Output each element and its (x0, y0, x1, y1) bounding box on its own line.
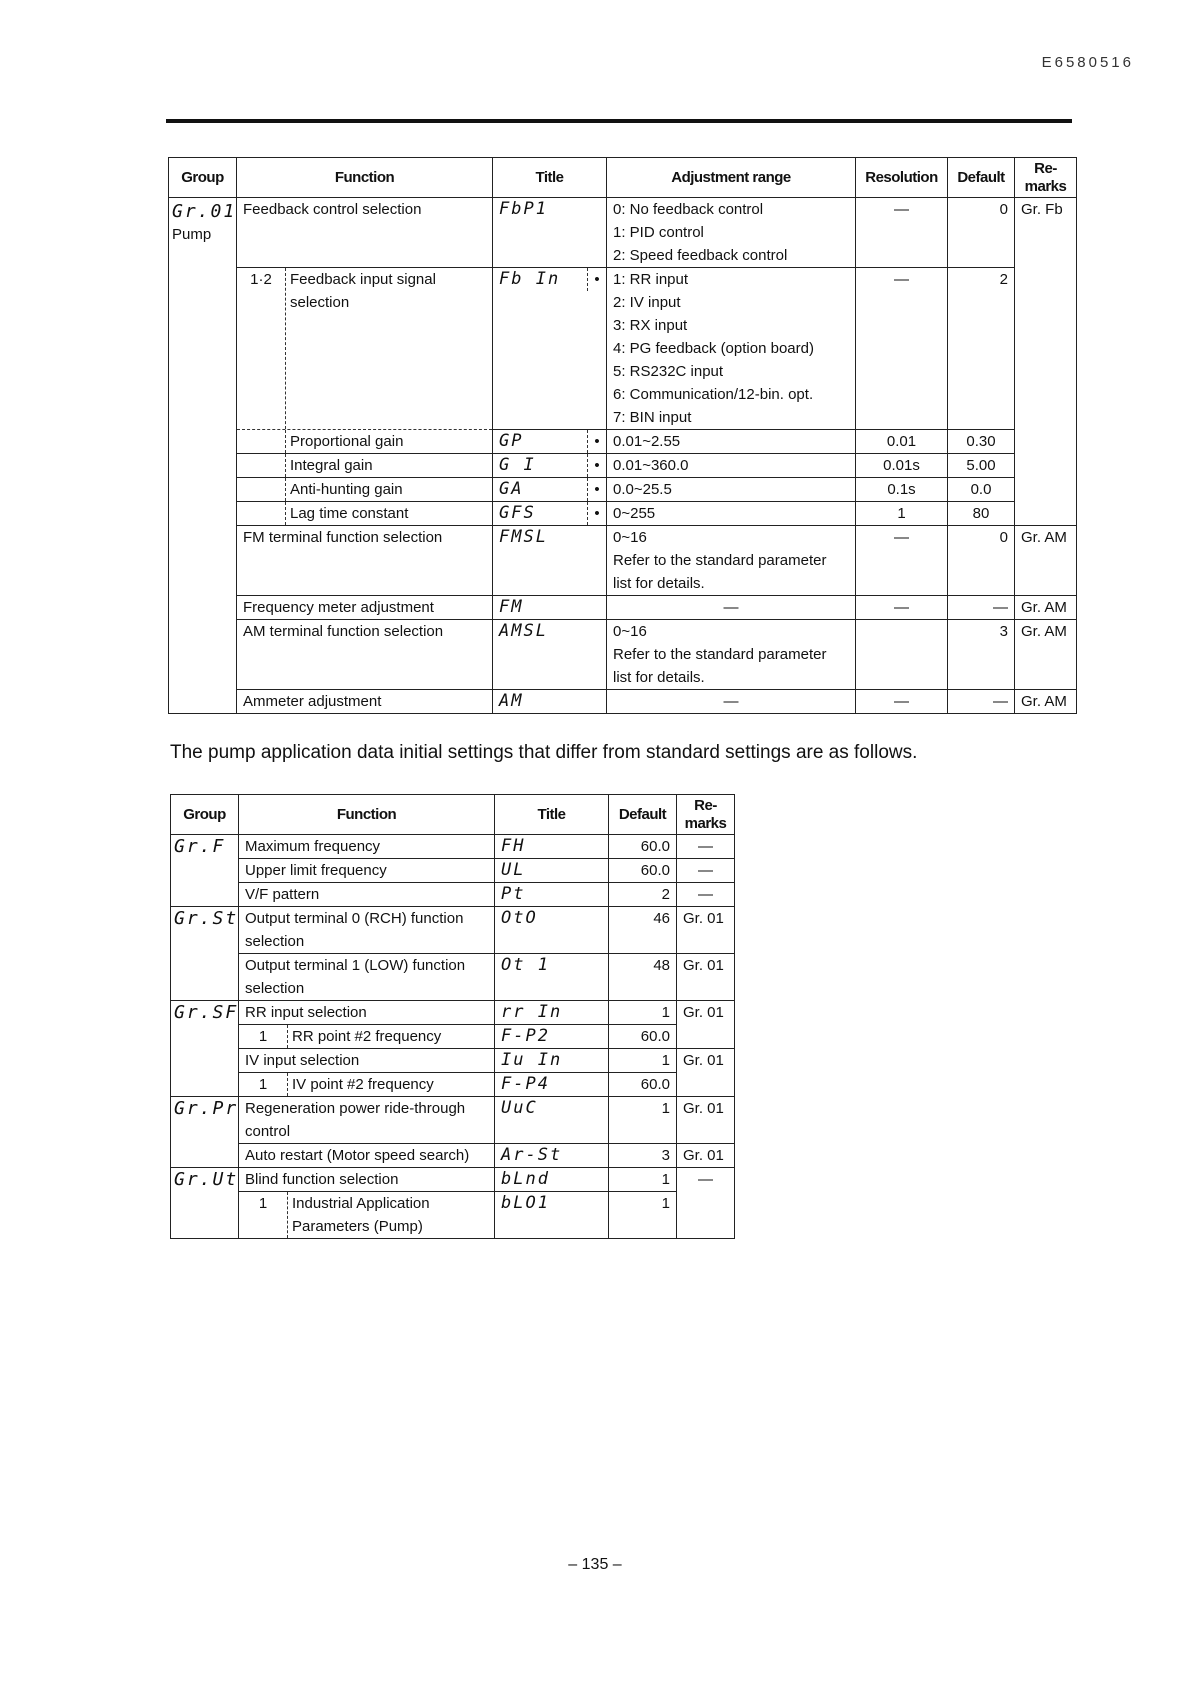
range-cell: — (607, 596, 856, 620)
table-header-row (169, 158, 1077, 198)
table-row (169, 268, 1077, 430)
title-cell: G I • (493, 454, 607, 478)
range-cell: 0.01~2.55 (607, 430, 856, 454)
title-cell: Iu In (495, 1049, 609, 1073)
title-cell: OtO (495, 907, 609, 954)
function-cell: Blind function selection (239, 1168, 495, 1192)
default-cell: 0 (948, 198, 1015, 268)
header-rule (166, 119, 1072, 123)
title-cell: FH (495, 835, 609, 859)
function-cell: Proportional gain (237, 430, 493, 454)
function-cell: Anti-hunting gain (237, 478, 493, 502)
resolution-cell: — (856, 198, 948, 268)
title-cell: F-P4 (495, 1073, 609, 1097)
default-cell: 1 (609, 1049, 677, 1073)
range-cell: 0.01~360.0 (607, 454, 856, 478)
header-remarks: Re- marks (1015, 158, 1077, 198)
title-cell: FM (493, 596, 607, 620)
title-cell: AMSL (493, 620, 607, 690)
function-cell: 1 IV point #2 frequency (239, 1073, 495, 1097)
pump-initial-settings-table (170, 794, 735, 1239)
default-cell: 5.00 (948, 454, 1015, 478)
default-cell: 1 (609, 1097, 677, 1144)
table-row (169, 198, 1077, 268)
function-cell: Upper limit frequency (239, 859, 495, 883)
default-cell: 3 (948, 620, 1015, 690)
resolution-cell: — (856, 268, 948, 430)
range-cell: 0~16 Refer to the standard parameter list for details. (607, 526, 856, 596)
table-row (171, 859, 735, 883)
function-cell: Auto restart (Motor speed search) (239, 1144, 495, 1168)
function-cell: RR input selection (239, 1001, 495, 1025)
title-cell: FMSL (493, 526, 607, 596)
function-cell: Output terminal 0 (RCH) function selection (239, 907, 495, 954)
remarks-cell: — (677, 835, 735, 859)
default-cell: 60.0 (609, 835, 677, 859)
resolution-cell: — (856, 526, 948, 596)
default-cell: 3 (609, 1144, 677, 1168)
function-cell: Feedback control selection (237, 198, 493, 268)
table-row (171, 1073, 735, 1097)
remarks-cell: Gr. 01 (677, 907, 735, 954)
remarks-cell: Gr. 01 (677, 1001, 735, 1049)
document-id: E6580516 (1041, 54, 1134, 71)
header-default: Default (609, 795, 677, 835)
resolution-cell: 0.01 (856, 430, 948, 454)
function-cell: Ammeter adjustment (237, 690, 493, 714)
remarks-cell: — (677, 1168, 735, 1239)
title-cell: AM (493, 690, 607, 714)
table-row (169, 454, 1077, 478)
group-cell (169, 198, 237, 714)
default-cell: 0.30 (948, 430, 1015, 454)
header-function: Function (237, 158, 493, 198)
function-cell: Frequency meter adjustment (237, 596, 493, 620)
header-function: Function (239, 795, 495, 835)
title-cell: Ar-St (495, 1144, 609, 1168)
table-row (169, 430, 1077, 454)
table-row (171, 907, 735, 954)
table-row (171, 1168, 735, 1192)
title-cell: rr In (495, 1001, 609, 1025)
remarks-cell: Gr. AM (1015, 690, 1077, 714)
function-cell: Integral gain (237, 454, 493, 478)
default-cell: 1 (609, 1001, 677, 1025)
table-row (169, 502, 1077, 526)
default-cell: 2 (948, 268, 1015, 430)
remarks-cell: Gr. AM (1015, 620, 1077, 690)
range-cell: 0.0~25.5 (607, 478, 856, 502)
range-cell: 1: RR input 2: IV input 3: RX input 4: PG feedback (option board) 5: RS232C input 6: Communication/12-bin. opt. 7: BIN input (607, 268, 856, 430)
group-name: Pump (172, 226, 212, 243)
header-title: Title (495, 795, 609, 835)
default-cell: 2 (609, 883, 677, 907)
function-cell: Maximum frequency (239, 835, 495, 859)
group-code: Gr.F (171, 835, 239, 907)
default-cell: — (948, 690, 1015, 714)
function-cell: 1 RR point #2 frequency (239, 1025, 495, 1049)
remarks-cell: Gr. AM (1015, 526, 1077, 596)
resolution-cell: — (856, 596, 948, 620)
table-row (169, 596, 1077, 620)
default-cell: 48 (609, 954, 677, 1001)
remarks-cell: Gr. 01 (677, 1049, 735, 1097)
default-cell: 80 (948, 502, 1015, 526)
resolution-cell: 1 (856, 502, 948, 526)
function-cell: 1·2 Feedback input signal selection (237, 268, 493, 430)
range-cell: — (607, 690, 856, 714)
resolution-cell: 0.1s (856, 478, 948, 502)
function-cell: Output terminal 1 (LOW) function selection (239, 954, 495, 1001)
group-code: Gr.Pr (171, 1097, 239, 1168)
default-cell: 60.0 (609, 859, 677, 883)
title-cell: UuC (495, 1097, 609, 1144)
default-cell: 60.0 (609, 1073, 677, 1097)
remarks-cell: Gr. AM (1015, 596, 1077, 620)
title-cell: FbP1 (493, 198, 607, 268)
table-row (169, 478, 1077, 502)
table-row (171, 1001, 735, 1025)
title-cell: GP • (493, 430, 607, 454)
range-cell: 0~16 Refer to the standard parameter list for details. (607, 620, 856, 690)
function-cell: V/F pattern (239, 883, 495, 907)
default-cell: 1 (609, 1168, 677, 1192)
resolution-cell (856, 620, 948, 690)
resolution-cell: — (856, 690, 948, 714)
default-cell: — (948, 596, 1015, 620)
header-group: Group (171, 795, 239, 835)
remarks-cell: Gr. Fb (1015, 198, 1077, 526)
group-code: Gr.Ut (171, 1168, 239, 1239)
default-cell: 1 (609, 1192, 677, 1239)
table-row (171, 1144, 735, 1168)
table-row (171, 954, 735, 1001)
default-cell: 0 (948, 526, 1015, 596)
function-cell: FM terminal function selection (237, 526, 493, 596)
header-adjustment-range: Adjustment range (607, 158, 856, 198)
group-code: Gr.SF (171, 1001, 239, 1097)
title-cell: GFS • (493, 502, 607, 526)
title-cell: Ot 1 (495, 954, 609, 1001)
title-cell: GA • (493, 478, 607, 502)
table-row (171, 1097, 735, 1144)
parameter-table (168, 157, 1077, 714)
function-cell: IV input selection (239, 1049, 495, 1073)
table-row (171, 1049, 735, 1073)
title-cell: Pt (495, 883, 609, 907)
page-number: – 135 – (568, 1556, 622, 1573)
group-code: Gr.St (171, 907, 239, 1001)
range-cell: 0~255 (607, 502, 856, 526)
table-header-row (171, 795, 735, 835)
function-cell: AM terminal function selection (237, 620, 493, 690)
table-row (169, 526, 1077, 596)
remarks-cell: — (677, 883, 735, 907)
remarks-cell: Gr. 01 (677, 1097, 735, 1144)
table-row (171, 1025, 735, 1049)
title-cell: bLO1 (495, 1192, 609, 1239)
title-cell: UL (495, 859, 609, 883)
header-group: Group (169, 158, 237, 198)
table-row (171, 835, 735, 859)
title-cell: Fb In • (493, 268, 607, 430)
table-row (171, 883, 735, 907)
remarks-cell: Gr. 01 (677, 954, 735, 1001)
remarks-cell: Gr. 01 (677, 1144, 735, 1168)
title-cell: F-P2 (495, 1025, 609, 1049)
header-title: Title (493, 158, 607, 198)
header-default: Default (948, 158, 1015, 198)
function-cell: Lag time constant (237, 502, 493, 526)
default-cell: 60.0 (609, 1025, 677, 1049)
header-resolution: Resolution (856, 158, 948, 198)
group-code: Gr.01 (172, 201, 237, 222)
table-row (171, 1192, 735, 1239)
intro-paragraph: The pump application data initial settings that differ from standard settings are as follows. (170, 742, 918, 763)
function-cell: Regeneration power ride-through control (239, 1097, 495, 1144)
function-cell: 1 Industrial Application Parameters (Pump) (239, 1192, 495, 1239)
default-cell: 0.0 (948, 478, 1015, 502)
title-cell: bLnd (495, 1168, 609, 1192)
header-remarks: Re- marks (677, 795, 735, 835)
range-cell: 0: No feedback control 1: PID control 2: Speed feedback control (607, 198, 856, 268)
remarks-cell: — (677, 859, 735, 883)
resolution-cell: 0.01s (856, 454, 948, 478)
table-row (169, 690, 1077, 714)
table-row (169, 620, 1077, 690)
default-cell: 46 (609, 907, 677, 954)
